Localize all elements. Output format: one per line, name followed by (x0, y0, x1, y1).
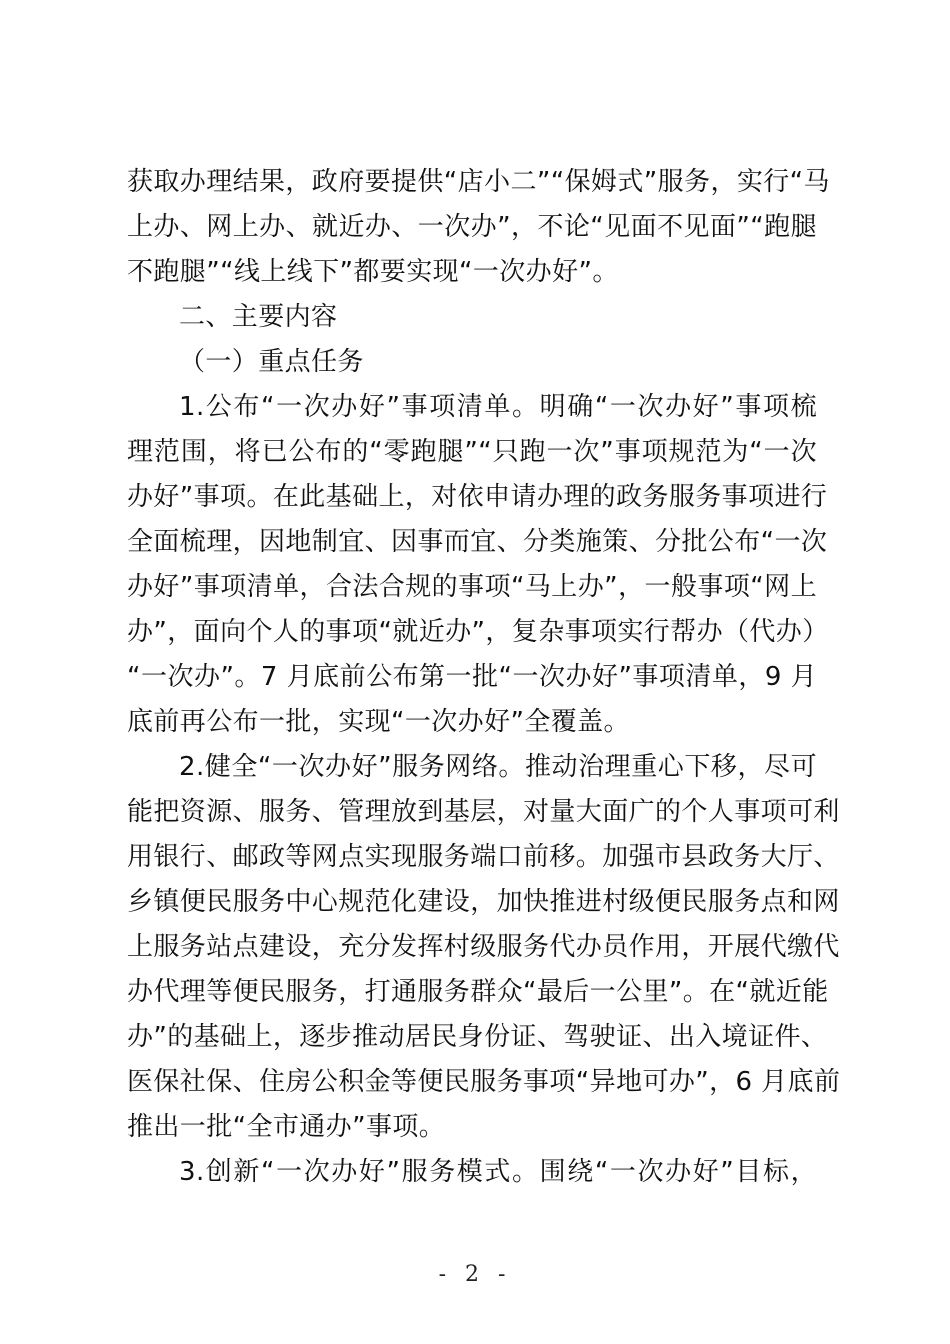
body-line: 底前再公布一批，实现“一次办好”全覆盖。 (127, 707, 630, 737)
body-line: 推出一批“全市通办”事项。 (127, 1112, 446, 1142)
body-line: 办好”事项清单，合法合规的事项“马上办”，一般事项“网上 (127, 572, 817, 602)
page-number: - 2 - (438, 1262, 512, 1287)
body-line: 乡镇便民服务中心规范化建设，加快推进村级便民服务点和网 (127, 887, 840, 917)
body-line: 不跑腿”“线上线下”都要实现“一次办好”。 (127, 257, 619, 287)
body-line: “一次办”。7 月底前公布第一批“一次办好”事项清单，9 月 (127, 662, 817, 692)
body-line: 能把资源、服务、管理放到基层，对量大面广的个人事项可利 (127, 797, 840, 827)
body-line: 医保社保、住房公积金等便民服务事项“异地可办”，6 月底前 (127, 1067, 841, 1097)
body-line: 办”的基础上，逐步推动居民身份证、驾驶证、出入境证件、 (127, 1022, 828, 1052)
item-heading-line: 3.创新“一次办好”服务模式。围绕“一次办好”目标， (179, 1157, 817, 1187)
body-line: 办代理等便民服务，打通服务群众“最后一公里”。在“就近能 (127, 977, 829, 1007)
document-body (127, 160, 841, 1195)
subsection-heading: （一）重点任务 (179, 347, 364, 377)
body-line: 上办、网上办、就近办、一次办”，不论“见面不见面”“跑腿 (127, 212, 817, 242)
item-heading-line: 2.健全“一次办好”服务网络。推动治理重心下移，尽可 (179, 752, 817, 782)
body-line: 办好”事项。在此基础上，对依申请办理的政务服务事项进行 (127, 482, 828, 512)
body-line: 理范围，将已公布的“零跑腿”“只跑一次”事项规范为“一次 (127, 437, 817, 467)
body-line: 全面梳理，因地制宜、因事而宜、分类施策、分批公布“一次 (127, 527, 828, 557)
body-line: 用银行、邮政等网点实现服务端口前移。加强市县政务大厅、 (127, 842, 840, 872)
section-heading: 二、主要内容 (179, 302, 338, 332)
body-line: 上服务站点建设，充分发挥村级服务代办员作用，开展代缴代 (127, 932, 840, 962)
item-heading-line: 1.公布“一次办好”事项清单。明确“一次办好”事项梳 (179, 392, 817, 422)
body-line: 办”，面向个人的事项“就近办”，复杂事项实行帮办（代办） (127, 617, 829, 647)
body-line: 获取办理结果，政府要提供“店小二”“保姆式”服务，实行“马 (127, 167, 830, 197)
